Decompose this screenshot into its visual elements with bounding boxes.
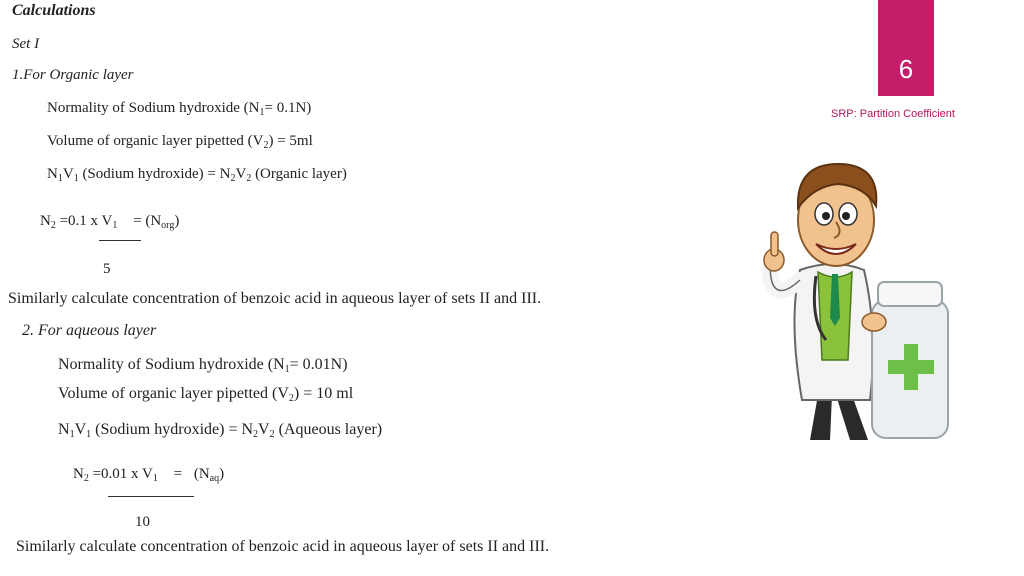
aqueous-volume-line: Volume of organic layer pipetted $(V_2) = 10$ ml [58, 385, 354, 404]
note-organic: Similarly calculate concentration of benzoic acid in aqueous layer of sets II and III. [8, 290, 542, 307]
aqueous-denominator: 10 [135, 514, 150, 530]
aqueous-fraction-rule [108, 496, 194, 497]
calculations-heading: Calculations [12, 2, 96, 19]
pharmacist-cartoon-illustration [740, 150, 970, 450]
organic-normality-line: Normality of Sodium hydroxide $(N_1= 0.1N)$ [47, 100, 312, 118]
aqueous-formula: $N_2 =0.01$ x $V_1 = (N_{aq})$ [73, 466, 225, 484]
aqueous-layer-title: 2. For aqueous layer [22, 322, 157, 339]
organic-equation-line: $N_1V_1$ (Sodium hydroxide) = $N_2V_2$ (Organic layer) [47, 166, 347, 184]
aqueous-normality-line: Normality of Sodium hydroxide $(N_1= 0.01N)$ [58, 356, 348, 375]
organic-denominator: 5 [103, 261, 111, 277]
organic-fraction-rule [99, 240, 141, 241]
set-label: Set I [12, 36, 40, 52]
organic-layer-title: 1.For Organic layer [12, 67, 134, 83]
slide-number: 6 [898, 54, 914, 84]
organic-formula: $N_2 =0.1$ x $V_1 = (N_{org})$ [40, 213, 180, 231]
aqueous-equation-line: $N_1V_1$ (Sodium hydroxide) = $N_2V_2$ (Aqueous layer) [58, 421, 383, 440]
slide-tag: SRP: Partition Coefficient [831, 108, 955, 120]
note-aqueous: Similarly calculate concentration of benzoic acid in aqueous layer of sets II and III. [16, 538, 550, 555]
organic-volume-line: Volume of organic layer pipetted $(V_2) = 5ml$ [47, 133, 313, 151]
